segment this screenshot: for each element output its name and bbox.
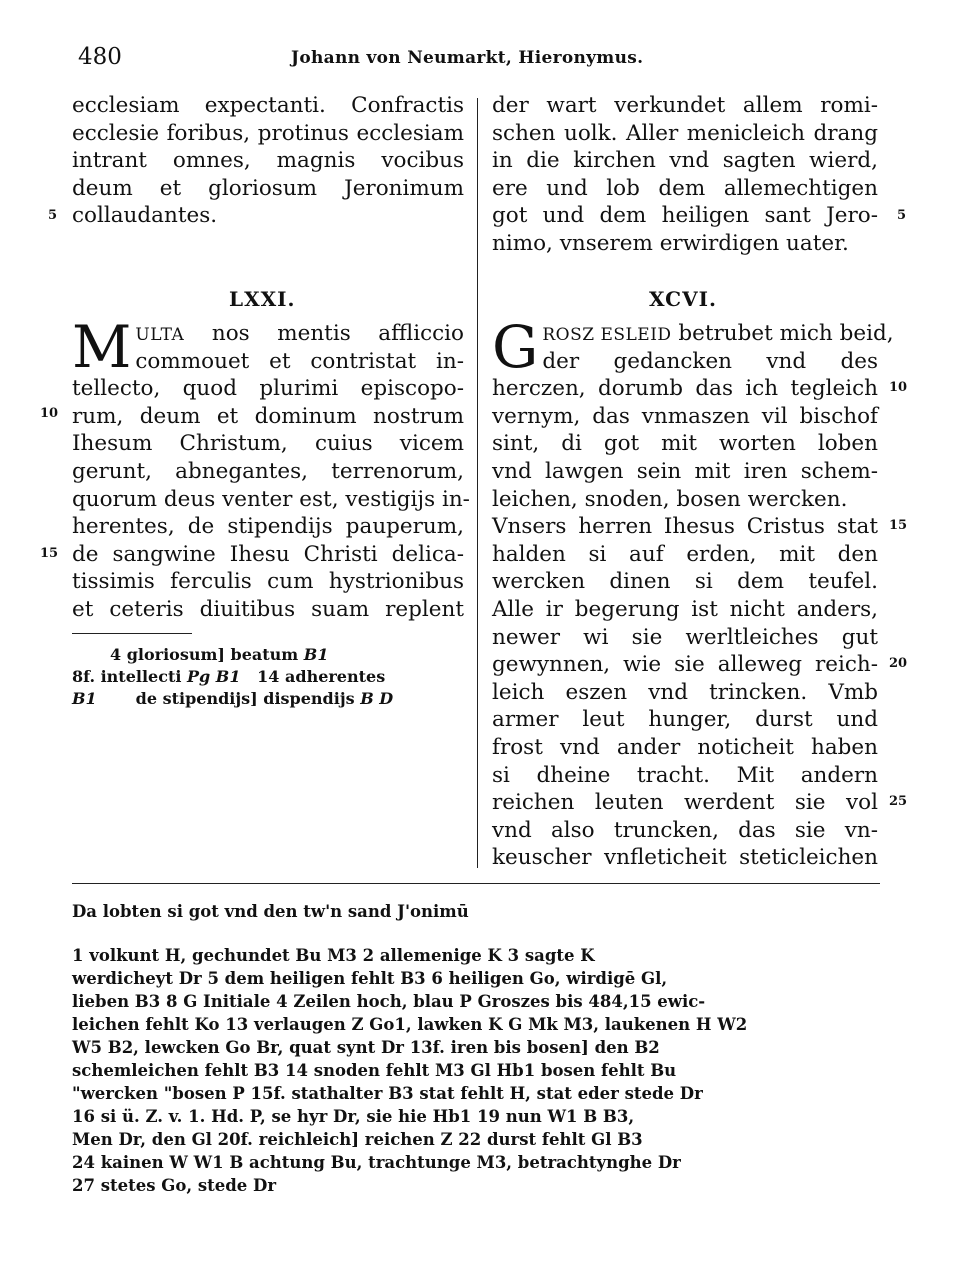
line-number: 20 (889, 656, 908, 671)
apparatus-line: W5 B2, lewcken Go Br, quat synt Dr 13f. iren bis bosen] den B2 (72, 1038, 660, 1057)
right-column-body (492, 313, 894, 872)
text-line: vnd lawgen sein mit iren schem- (492, 458, 878, 484)
text-line: quorum deus venter est, vestigijs in- (72, 486, 470, 512)
footnote-line (72, 688, 393, 710)
small-caps-word: ROSZ ESLEID (542, 325, 672, 345)
footnote-siglum: B D (360, 689, 394, 708)
line-number: 25 (889, 794, 908, 809)
line-number: 5 (48, 208, 58, 223)
text-line: Ihesum Christum, cuius vicem (72, 431, 464, 457)
apparatus-line: Men Dr, den Gl 20f. reichleich] reichen Z 22 durst fehlt Gl B3 (72, 1130, 643, 1149)
running-head: Johann von Neumarkt, Hieronymus. (291, 48, 644, 68)
variant-reading: Da lobten si got vnd den tw'n sand J'onimū (72, 902, 469, 921)
drop-capital: G (492, 313, 539, 381)
footnote-line (72, 666, 385, 688)
text-line: newer wi sie werltleiches gut (492, 624, 878, 650)
apparatus-line: "wercken "bosen P 15f. stathalter B3 stat fehlt H, stat eder stede Dr (72, 1084, 703, 1103)
apparatus-line: schemleichen fehlt B3 14 snoden fehlt M3 Gl Hb1 bosen fehlt Bu (72, 1061, 677, 1080)
opening-lines (492, 313, 894, 381)
text-line: got und dem heiligen sant Jero- (492, 203, 878, 229)
text-line: in die kirchen vnd sagten wierd, (492, 148, 878, 174)
text-line: schen uolk. Aller menicleich drang (492, 120, 878, 146)
text-line: commouet et contristat in- (135, 348, 464, 374)
apparatus-line: 27 stetes Go, stede Dr (72, 1176, 277, 1195)
left-column-body (72, 313, 470, 624)
text-line: nimo, vnserem erwirdigen uater. (492, 230, 849, 256)
footnote-siglum: B1 (303, 645, 329, 664)
text-line: si dheine tracht. Mit andern (492, 762, 878, 788)
text-line: de sangwine Ihesu Christi delica- (72, 541, 464, 567)
text-line: halden si auf erden, mit den (492, 541, 878, 567)
apparatus-line: werdicheyt Dr 5 dem heiligen fehlt B3 6 heiligen Go, wirdigē Gl, (72, 969, 668, 988)
text-line: herentes, de stipendijs pauperum, (72, 514, 464, 540)
text-line: Alle ir begerung ist nicht anders, (492, 596, 878, 622)
text-line: der gedancken vnd des (542, 348, 878, 374)
text-line (492, 320, 894, 348)
column-divider (477, 98, 478, 868)
text-line: frost vnd ander noticheit haben (492, 734, 878, 760)
footnote-line (110, 644, 328, 666)
text-line: herczen, dorumb das ich tegleich (492, 376, 878, 402)
footnote-text: 4 gloriosum] beatum (110, 645, 299, 664)
text-line: intrant omnes, magnis vocibus (72, 148, 464, 174)
chapter-heading-left: LXXI. (229, 287, 296, 311)
text-line: vnd also truncken, das sie vn- (492, 817, 878, 843)
footnote-siglum: B1 (72, 689, 97, 708)
text-line: et ceteris diuitibus suam replent (72, 596, 464, 622)
apparatus-rule (72, 883, 880, 884)
text-line: ere und lob dem allemechtigen (492, 175, 878, 201)
text-line: wercken dinen si dem teufel. (492, 569, 878, 595)
drop-capital: M (72, 313, 132, 381)
text-line: sint, di got mit worten loben (492, 431, 878, 457)
text-line: leichen, snoden, bosen wercken. (492, 486, 848, 512)
line-number: 10 (40, 406, 59, 421)
left-column-top (72, 92, 464, 230)
text-span: nos mentis affliccio (211, 321, 465, 346)
text-line: tissimis ferculis cum hystrionibus (72, 569, 464, 595)
line-number: 5 (897, 208, 907, 223)
text-line: vernym, das vnmaszen vil bischof (492, 403, 878, 429)
text-line: armer leut hunger, durst und (492, 707, 878, 733)
footnote-text: 8f. intellecti (72, 667, 182, 686)
text-line: collaudantes. (72, 203, 218, 229)
text-line: deum et gloriosum Jeronimum (72, 175, 464, 201)
text-line: gerunt, abnegantes, terrenorum, (72, 458, 464, 484)
page-number: 480 (78, 44, 122, 70)
text-line: tellecto, quod plurimi episcopo- (72, 376, 464, 402)
text-line: der wart verkundet allem romi- (492, 93, 878, 118)
text-line: reichen leuten werdent sie vol (492, 790, 878, 816)
footnote-rule (72, 633, 192, 634)
apparatus-line: lieben B3 8 G Initiale 4 Zeilen hoch, blau P Groszes bis 484,15 ewic- (72, 992, 706, 1011)
line-number: 15 (889, 518, 908, 533)
text-span: betrubet mich beid, (678, 321, 894, 346)
line-number: 10 (889, 380, 908, 395)
text-line: Vnsers herren Ihesus Cristus stat (492, 514, 878, 540)
text-line: ecclesie foribus, protinus ecclesiam (72, 120, 464, 146)
chapter-heading-right: XCVI. (649, 287, 717, 311)
opening-lines (72, 313, 465, 381)
apparatus-line: 1 volkunt H, gechundet Bu M3 2 allemenige K 3 sagte K (72, 946, 595, 965)
text-line: gewynnen, wie sie alleweg reich- (492, 652, 878, 678)
text-line: keuscher vnfleticheit steticleichen (492, 845, 878, 871)
line-number: 15 (40, 546, 59, 561)
text-line: leich eszen vnd trincken. Vmb (492, 679, 878, 705)
critical-apparatus (72, 944, 872, 1197)
text-line: ecclesiam expectanti. Confractis (72, 93, 464, 118)
footnote-siglum: Pg B1 (187, 667, 241, 686)
apparatus-line: leichen fehlt Ko 13 verlaugen Z Go1, lawken K G Mk M3, laukenen H W2 (72, 1015, 748, 1034)
footnote-text: 14 adherentes (257, 667, 386, 686)
footnote-text: de stipendijs] dispendijs (135, 689, 355, 708)
apparatus-line: 16 si ü. Z. v. 1. Hd. P, se hyr Dr, sie hie Hb1 19 nun W1 B B3, (72, 1107, 635, 1126)
small-caps-word: ULTA (135, 325, 185, 345)
right-column-top (492, 92, 878, 258)
apparatus-line: 24 kainen W W1 B achtung Bu, trachtunge M3, betrachtynghe Dr (72, 1153, 681, 1172)
text-line: rum, deum et dominum nostrum (72, 403, 464, 429)
